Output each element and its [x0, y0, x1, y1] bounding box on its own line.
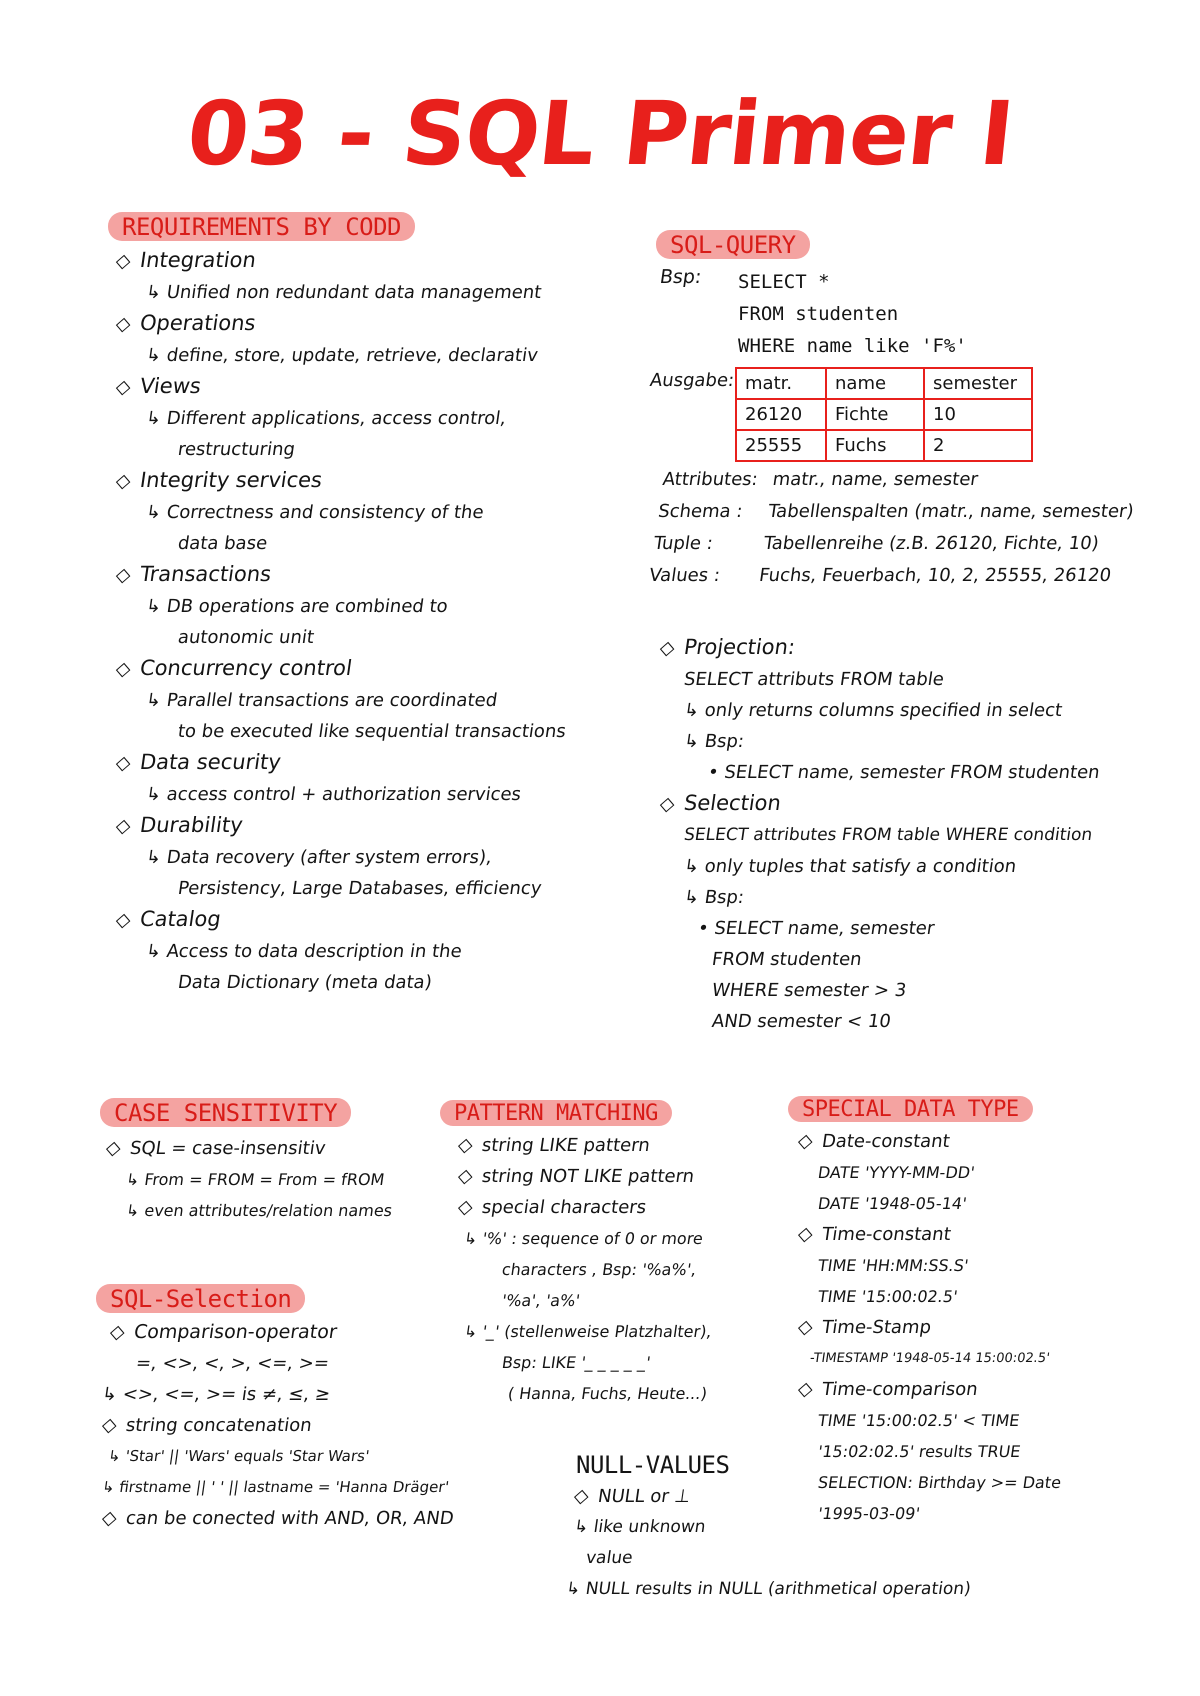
- special-header: SPECIAL DATA TYPE: [788, 1096, 1033, 1122]
- null-line: value: [584, 1548, 634, 1568]
- case-section: [100, 1098, 440, 1226]
- sqlsel-line: ↳ <>, <=, >= is ≠, ≤, ≥: [100, 1384, 332, 1405]
- special-line: '1995-03-09': [816, 1504, 922, 1523]
- codd-item: ◇ Concurrency control: [114, 656, 354, 680]
- codd-detail: ↳ Data recovery (after system errors),: [144, 847, 494, 868]
- pattern-section: [440, 1100, 785, 1409]
- pattern-line: '%a', 'a%': [500, 1291, 582, 1310]
- projection-line: ↳ Bsp:: [682, 731, 746, 752]
- codd-detail: Persistency, Large Databases, efficiency: [176, 878, 543, 899]
- query-definitions: [647, 464, 1140, 592]
- null-line: ↳ like unknown: [572, 1517, 707, 1537]
- sqlsel-line: =, <>, <, >, <=, >=: [134, 1353, 331, 1374]
- null-line: ◇ NULL or ⊥: [572, 1485, 692, 1507]
- codd-header: REQUIREMENTS BY CODD: [108, 212, 415, 241]
- case-header: CASE SENSITIVITY: [100, 1098, 351, 1127]
- codd-section: [108, 212, 628, 998]
- selection-line: SELECT attributes FROM table WHERE condition: [682, 825, 1094, 845]
- selection-line: WHERE semester > 3: [710, 980, 908, 1001]
- special-line: ◇ Time-Stamp: [796, 1316, 933, 1338]
- codd-item: ◇ Data security: [114, 750, 283, 774]
- result-cell: 26120: [736, 399, 826, 430]
- codd-item: ◇ Transactions: [114, 562, 273, 586]
- special-section: [788, 1096, 1190, 1529]
- codd-detail: ↳ Correctness and consistency of the: [144, 502, 486, 523]
- pattern-line: ◇ string NOT LIKE pattern: [456, 1165, 696, 1187]
- query-bsp-label: Bsp:: [658, 266, 703, 288]
- codd-detail: data base: [176, 533, 269, 554]
- codd-item: ◇ Catalog: [114, 907, 223, 931]
- definition-row: Attributes: matr., name, semester: [661, 469, 980, 490]
- null-line: ↳ NULL results in NULL (arithmetical operation): [564, 1579, 973, 1599]
- codd-detail: restructuring: [176, 439, 297, 460]
- query-header: SQL-QUERY: [656, 230, 810, 259]
- codd-detail: ↳ Parallel transactions are coordinated: [144, 690, 499, 711]
- selection-label: ◇ Selection: [658, 791, 783, 815]
- selection-line: • SELECT name, semester: [696, 918, 936, 939]
- query-line: SELECT *: [738, 271, 830, 293]
- special-line: ◇ Date-constant: [796, 1130, 952, 1152]
- selection-line: FROM studenten: [710, 949, 864, 970]
- case-line: ◇ SQL = case-insensitiv: [104, 1137, 327, 1159]
- codd-detail: ↳ access control + authorization services: [144, 784, 523, 805]
- codd-item: ◇ Integrity services: [114, 468, 324, 492]
- result-header-cell: semester: [924, 368, 1032, 399]
- page-title: 03 - SQL Primer I: [182, 82, 1018, 185]
- special-line: SELECTION: Birthday >= Date: [816, 1473, 1063, 1492]
- codd-detail: ↳ Different applications, access control,: [144, 408, 508, 429]
- pattern-line: ↳ '%' : sequence of 0 or more: [462, 1229, 705, 1248]
- special-line: TIME 'HH:MM:SS.S': [816, 1256, 970, 1275]
- codd-item: ◇ Durability: [114, 813, 245, 837]
- definition-row: Values : Fuchs, Feuerbach, 10, 2, 25555, 26120: [647, 565, 1113, 586]
- codd-detail: ↳ define, store, update, retrieve, declarativ: [144, 345, 540, 366]
- special-line: -TIMESTAMP '1948-05-14 15:00:02.5': [808, 1351, 1051, 1366]
- definition-row: Tuple : Tabellenreihe (z.B. 26120, Fichte, 10): [652, 533, 1101, 554]
- definition-row: Schema : Tabellenspalten (matr., name, semester): [656, 501, 1135, 522]
- result-table: [735, 367, 1033, 462]
- projection-line: SELECT attributs FROM table: [682, 669, 946, 690]
- selection-line: ↳ Bsp:: [682, 887, 746, 908]
- codd-item: ◇ Operations: [114, 311, 258, 335]
- special-line: '15:02:02.5' results TRUE: [816, 1442, 1022, 1461]
- query-code: [738, 266, 967, 362]
- pattern-line: ◇ string LIKE pattern: [456, 1134, 652, 1156]
- projection-line: • SELECT name, semester FROM studenten: [706, 762, 1102, 783]
- projection-label: ◇ Projection:: [658, 635, 797, 659]
- case-line: ↳ even attributes/relation names: [124, 1201, 394, 1220]
- query-section: [656, 230, 810, 259]
- special-line: DATE '1948-05-14': [816, 1194, 968, 1213]
- selection-line: ↳ only tuples that satisfy a condition: [682, 856, 1018, 877]
- sqlsel-header: SQL-Selection: [96, 1284, 305, 1313]
- codd-detail: autonomic unit: [176, 627, 316, 648]
- null-header: NULL-VALUES: [576, 1451, 730, 1479]
- pattern-line: ◇ special characters: [456, 1196, 648, 1218]
- sqlsel-line: ↳ 'Star' || 'Wars' equals 'Star Wars': [106, 1447, 371, 1465]
- pattern-line: ( Hanna, Fuchs, Heute...): [506, 1384, 709, 1403]
- projection-section: [660, 632, 1195, 1037]
- special-line: ◇ Time-comparison: [796, 1378, 980, 1400]
- selection-line: AND semester < 10: [710, 1011, 893, 1032]
- pattern-header: PATTERN MATCHING: [440, 1100, 672, 1126]
- sqlsel-line: ↳ firstname || ' ' || lastname = 'Hanna Dräger': [100, 1478, 451, 1496]
- result-cell: 2: [924, 430, 1032, 461]
- pattern-line: characters , Bsp: '%a%',: [500, 1260, 698, 1279]
- codd-detail: ↳ Unified non redundant data management: [144, 282, 543, 303]
- pattern-line: Bsp: LIKE '_ _ _ _ _': [500, 1353, 652, 1372]
- codd-detail: ↳ Access to data description in the: [144, 941, 464, 962]
- result-header-cell: matr.: [736, 368, 826, 399]
- query-line: WHERE name like 'F%': [738, 335, 967, 357]
- case-line: ↳ From = FROM = From = fROM: [124, 1170, 386, 1189]
- sqlsel-line: ◇ Comparison-operator: [108, 1321, 339, 1343]
- codd-detail: ↳ DB operations are combined to: [144, 596, 450, 617]
- result-cell: 10: [924, 399, 1032, 430]
- special-line: TIME '15:00:02.5': [816, 1287, 959, 1306]
- sqlsel-line: ◇ can be conected with AND, OR, AND: [100, 1507, 456, 1529]
- result-header-cell: name: [826, 368, 924, 399]
- result-cell: 25555: [736, 430, 826, 461]
- pattern-line: ↳ '_' (stellenweise Platzhalter),: [462, 1322, 713, 1341]
- projection-line: ↳ only returns columns specified in select: [682, 700, 1064, 721]
- result-cell: Fuchs: [826, 430, 924, 461]
- codd-item: ◇ Integration: [114, 248, 258, 272]
- codd-detail: Data Dictionary (meta data): [176, 972, 434, 993]
- ausgabe-label: Ausgabe:: [648, 370, 736, 391]
- result-cell: Fichte: [826, 399, 924, 430]
- special-line: ◇ Time-constant: [796, 1223, 953, 1245]
- query-line: FROM studenten: [738, 303, 899, 325]
- special-line: DATE 'YYYY-MM-DD': [816, 1163, 976, 1182]
- special-line: TIME '15:00:02.5' < TIME: [816, 1411, 1021, 1430]
- codd-detail: to be executed like sequential transactions: [176, 721, 568, 742]
- sqlsel-line: ◇ string concatenation: [100, 1414, 314, 1436]
- codd-item: ◇ Views: [114, 374, 203, 398]
